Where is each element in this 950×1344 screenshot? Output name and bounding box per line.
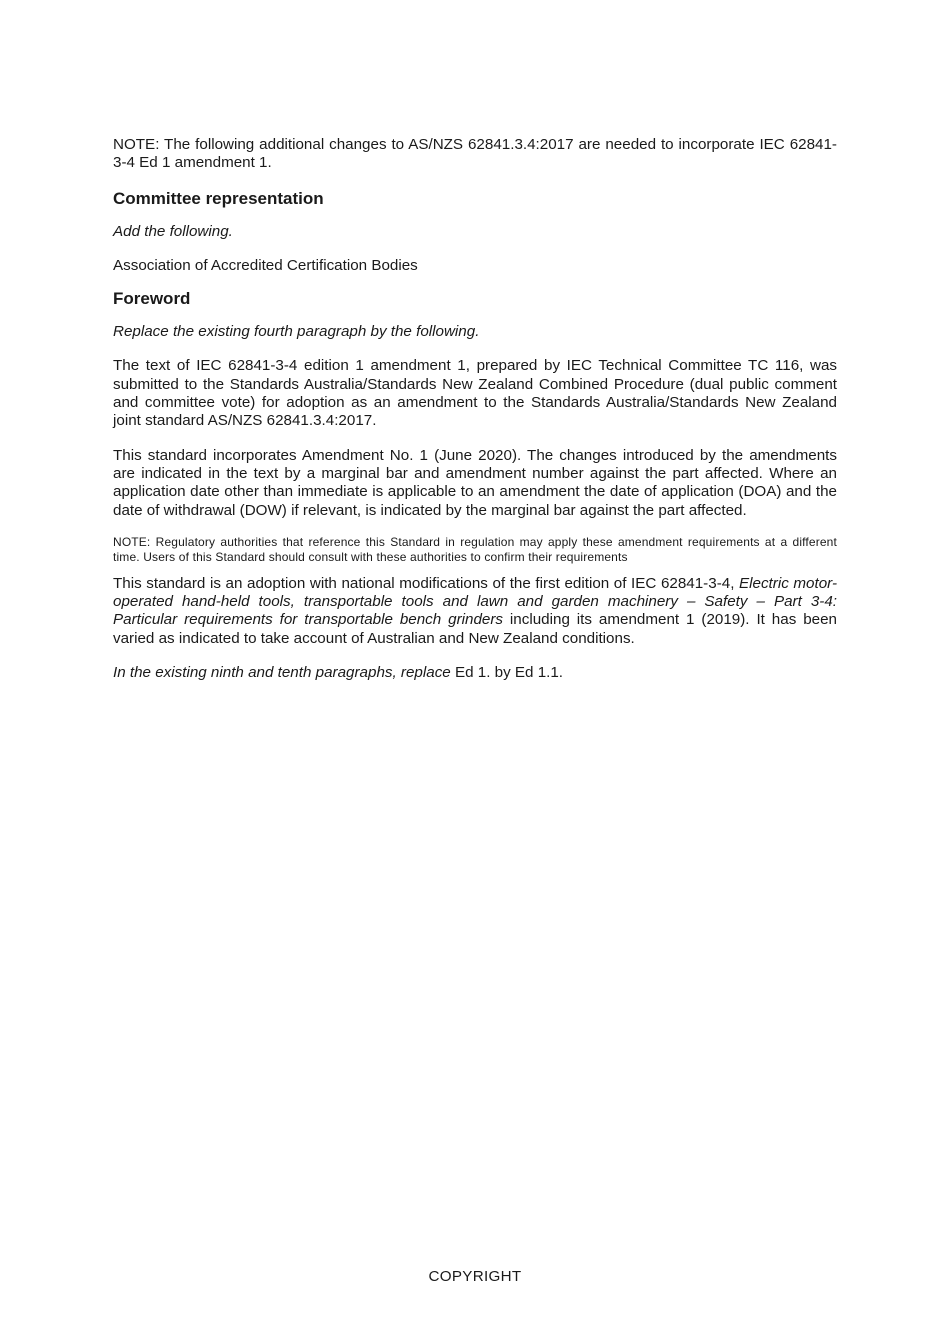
page-content (113, 136, 837, 698)
paragraph-3-end: including its amendment 1 (2019). It has been varied as indicated to take account of Australian and New Zealand conditions. (113, 611, 838, 647)
committee-heading: Committee representation (113, 188, 324, 208)
foreword-paragraph-3 (113, 575, 837, 648)
final-instruction-rest: Ed 1. by Ed 1.1. (450, 664, 564, 682)
foreword-instruction: Replace the existing fourth paragraph by the following. (113, 323, 480, 341)
foreword-paragraph-1: The text of IEC 62841-3-4 edition 1 amendment 1, prepared by IEC Technical Committee TC 116, was submitted to the Standards Australia/Standards New Zealand Combined Procedure (dual public comment and committee vote) for adoption as an amendment to the Standards Australia/Standards New Zealand joint standard AS/NZS 62841.3.4:2017. (113, 357, 837, 430)
committee-organisation: Association of Accredited Certification Bodies (113, 256, 418, 274)
standard-title: Electric motor-operated hand-held tools, transportable tools and lawn and garden machinery – Safety – Part 3-4: Particular requirements for transportable bench grinders (113, 574, 837, 629)
footer-copyright: COPYRIGHT (428, 1268, 522, 1285)
final-instruction-italic: In the existing ninth and tenth paragraphs, replace (113, 664, 451, 682)
foreword-heading: Foreword (113, 289, 191, 309)
foreword-paragraph-2: This standard incorporates Amendment No. 1 (June 2020). The changes introduced by the amendments are indicated in the text by a marginal bar and amendment number against the part affected. Where an application date other than immediate is applicable to an amendment the date of application (DOA) and the date of withdrawal (DOW) if relevant, is indicated by the marginal bar against the part affected. (113, 446, 837, 519)
committee-instruction: Add the following. (113, 222, 233, 240)
paragraph-3-start: This standard is an adoption with national modifications of the first edition of IEC 62841-3-4, (113, 574, 740, 592)
final-instruction (113, 664, 837, 682)
intro-note: NOTE: The following additional changes to AS/NZS 62841.3.4:2017 are needed to incorporate IEC 62841-3-4 Ed 1 amendment 1. (113, 136, 837, 172)
regulatory-note: NOTE: Regulatory authorities that reference this Standard in regulation may apply these amendment requirements at a different time. Users of this Standard should consult with these authorities to confirm their requirements (113, 534, 837, 565)
